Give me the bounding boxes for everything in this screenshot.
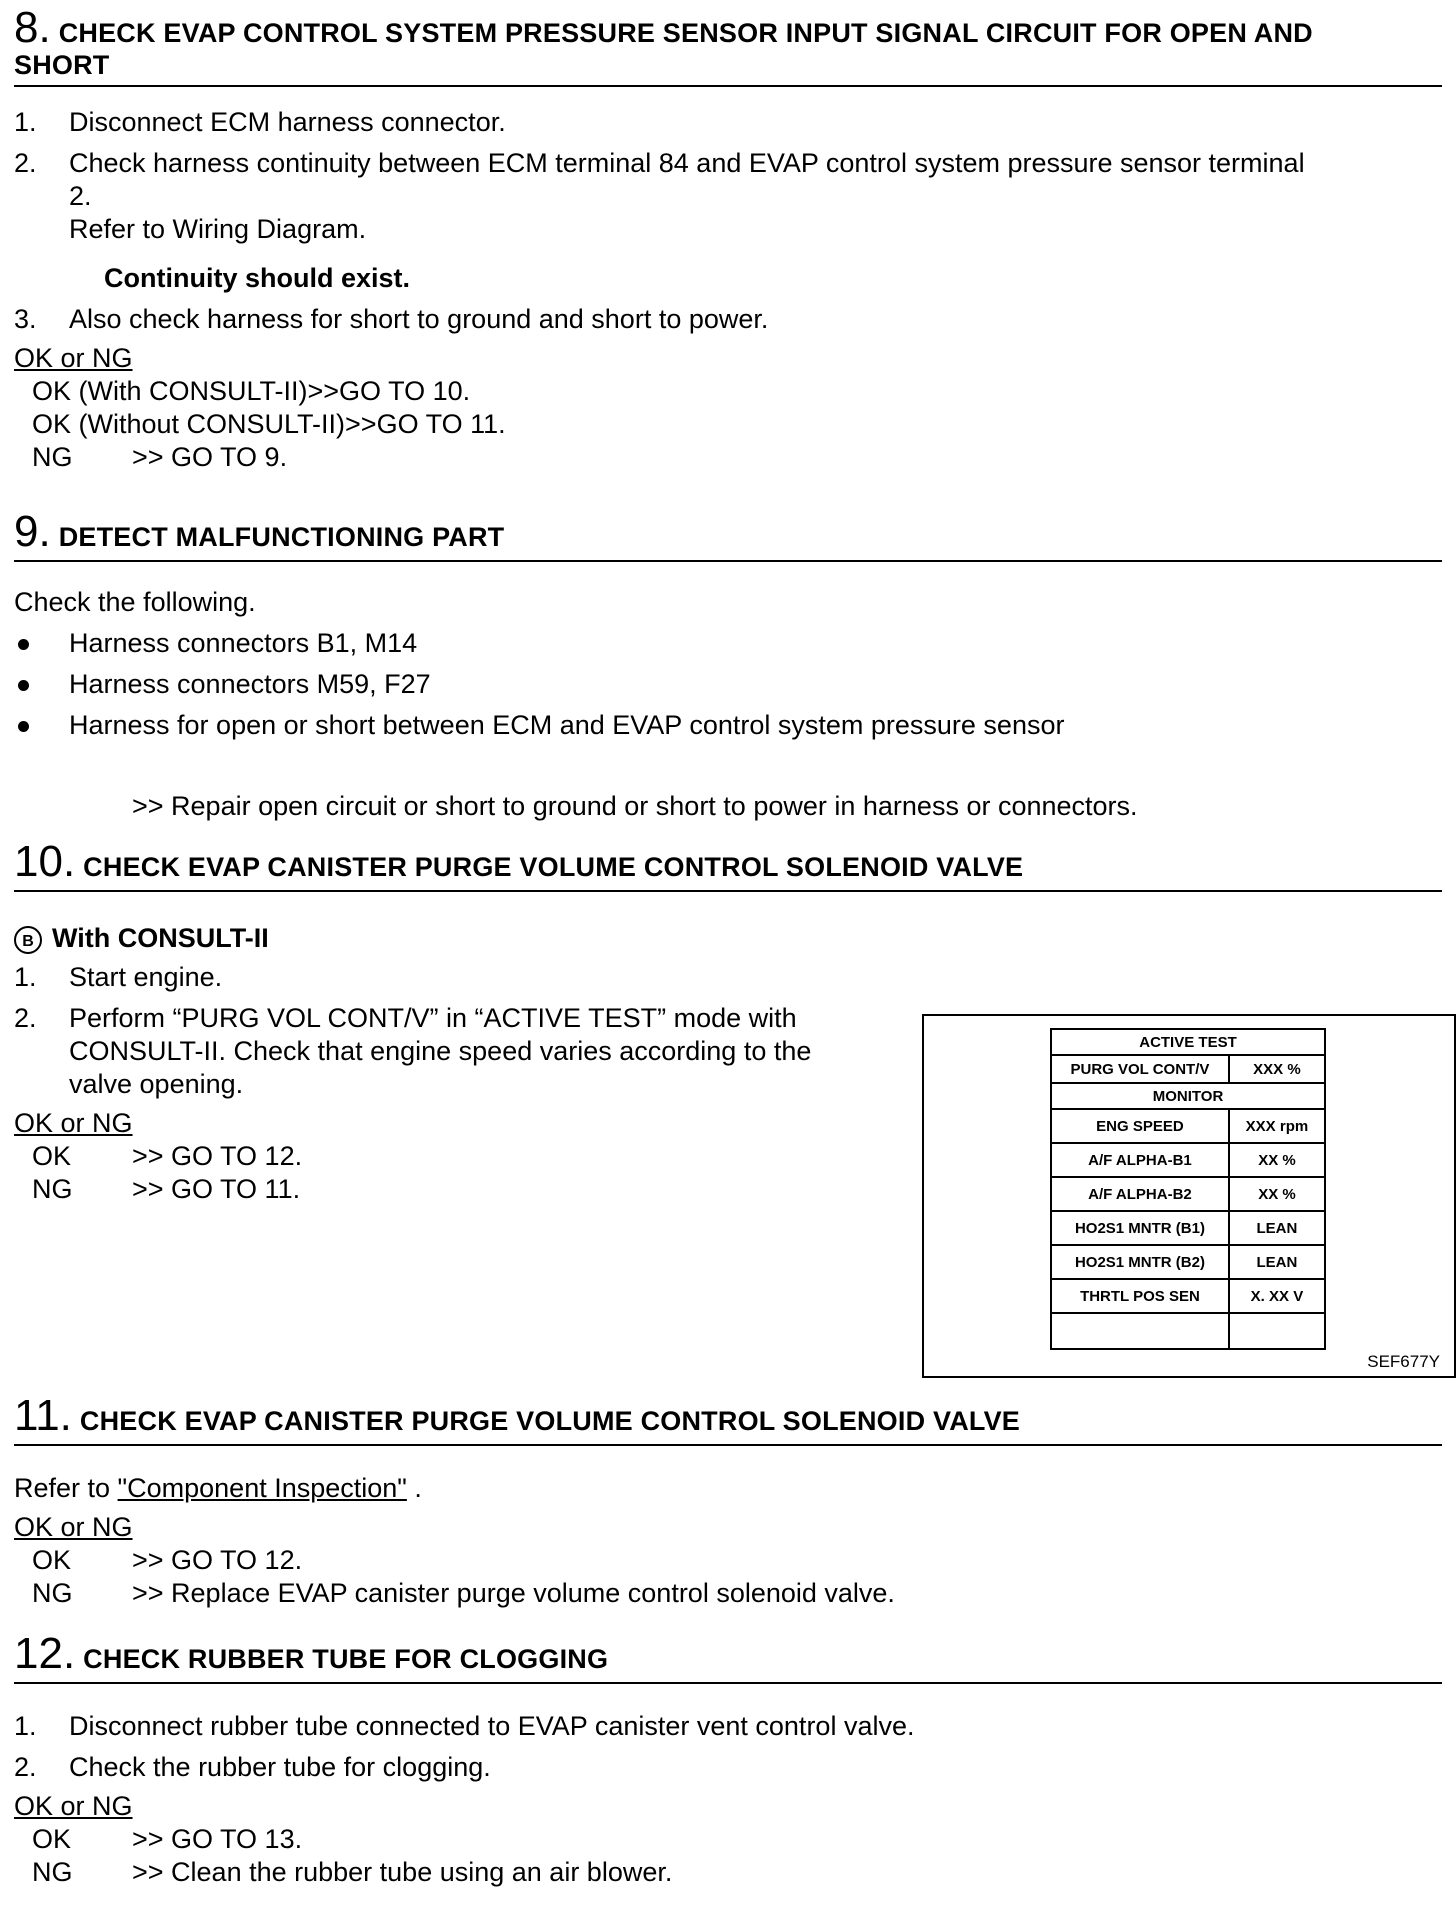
- ok-ng-label: OK or NG: [14, 1108, 133, 1138]
- step-title: CHECK EVAP CANISTER PURGE VOLUME CONTROL SOLENOID VALVE: [83, 852, 1024, 882]
- component-inspection-link[interactable]: "Component Inspection": [117, 1473, 407, 1503]
- step-number: 9.: [14, 507, 51, 556]
- active-test-table: [1050, 1028, 1326, 1350]
- monitor-value: LEAN: [1229, 1245, 1325, 1279]
- monitor-item: A/F ALPHA-B1: [1051, 1143, 1229, 1177]
- list-item: 2. Check harness continuity between ECM terminal 84 and EVAP control system pressure sensor terminal: [14, 148, 1305, 178]
- answer-ok-consult: OK (With CONSULT-II)>>GO TO 10.: [32, 376, 471, 406]
- answer-ng: NG >> Clean the rubber tube using an air blower.: [32, 1857, 673, 1887]
- answer-ok: OK >> GO TO 13.: [32, 1824, 303, 1854]
- monitor-value: LEAN: [1229, 1211, 1325, 1245]
- list-item: 1. Start engine.: [14, 962, 223, 992]
- monitor-item: THRTL POS SEN: [1051, 1279, 1229, 1313]
- monitor-item: ENG SPEED: [1051, 1109, 1229, 1143]
- list-item: 1. Disconnect ECM harness connector.: [14, 107, 506, 137]
- list-item: 1. Disconnect rubber tube connected to EVAP canister vent control valve.: [14, 1711, 915, 1741]
- active-test-header: ACTIVE TEST: [1051, 1029, 1325, 1055]
- list-item: 2. Check the rubber tube for clogging.: [14, 1752, 491, 1782]
- list-item: Harness connectors B1, M14: [14, 627, 1442, 660]
- wiring-ref: Refer to Wiring Diagram.: [69, 214, 367, 244]
- answer-ng: NG >> GO TO 9.: [32, 442, 288, 472]
- step-10: [14, 837, 1442, 892]
- answer-ng: NG >> Replace EVAP canister purge volume control solenoid valve.: [32, 1578, 895, 1608]
- step-title: CHECK EVAP CONTROL SYSTEM PRESSURE SENSOR INPUT SIGNAL CIRCUIT FOR OPEN AND: [58, 18, 1313, 48]
- list-item: Harness for open or short between ECM and EVAP control system pressure sensor: [14, 709, 1442, 742]
- step-title: DETECT MALFUNCTIONING PART: [58, 522, 505, 552]
- ok-ng-label: OK or NG: [14, 1512, 133, 1542]
- action-text: >> Repair open circuit or short to ground or short to power in harness or connectors.: [132, 791, 1138, 821]
- step-number: 10.: [14, 837, 76, 886]
- list-item: 2. Perform “PURG VOL CONT/V” in “ACTIVE TEST” mode with: [14, 1003, 797, 1033]
- step-8: [14, 3, 1442, 87]
- answer-ok: OK >> GO TO 12.: [32, 1545, 303, 1575]
- consult-screen-figure: [922, 1014, 1456, 1378]
- consult-line: B With CONSULT-II: [14, 922, 914, 955]
- spec-text: Continuity should exist.: [104, 263, 411, 293]
- monitor-value: XX %: [1229, 1143, 1325, 1177]
- step-9: [14, 507, 1442, 562]
- step-number: 11.: [14, 1391, 72, 1440]
- monitor-item: HO2S1 MNTR (B2): [1051, 1245, 1229, 1279]
- answer-ok: OK >> GO TO 12.: [32, 1141, 303, 1171]
- purg-label: PURG VOL CONT/V: [1051, 1055, 1229, 1083]
- step-title-cont: SHORT: [14, 50, 110, 80]
- consult-icon: B: [14, 926, 42, 954]
- list-item-cont: CONSULT-II. Check that engine speed varies according to the: [69, 1036, 812, 1066]
- monitor-value: X. XX V: [1229, 1279, 1325, 1313]
- list-item-cont: 2.: [69, 181, 92, 211]
- answer-ng: NG >> GO TO 11.: [32, 1174, 301, 1204]
- intro-text: Check the following.: [14, 587, 256, 617]
- figure-caption: SEF677Y: [1367, 1352, 1440, 1371]
- purg-value: XXX %: [1229, 1055, 1325, 1083]
- step-number: 12.: [14, 1629, 76, 1678]
- step-12: [14, 1629, 1442, 1684]
- step-title: CHECK RUBBER TUBE FOR CLOGGING: [83, 1644, 609, 1674]
- list-item: 3. Also check harness for short to ground and short to power.: [14, 304, 769, 334]
- empty-cell: [1229, 1313, 1325, 1349]
- list-item: Harness connectors M59, F27: [14, 668, 1442, 701]
- monitor-item: HO2S1 MNTR (B1): [1051, 1211, 1229, 1245]
- step-number: 8.: [14, 3, 51, 52]
- monitor-header: MONITOR: [1051, 1083, 1325, 1109]
- step-11: [14, 1391, 1442, 1446]
- monitor-value: XX %: [1229, 1177, 1325, 1211]
- monitor-item: A/F ALPHA-B2: [1051, 1177, 1229, 1211]
- ok-ng-label: OK or NG: [14, 1791, 133, 1821]
- monitor-value: XXX rpm: [1229, 1109, 1325, 1143]
- answer-ok-no-consult: OK (Without CONSULT-II)>>GO TO 11.: [32, 409, 506, 439]
- list-item-cont: valve opening.: [69, 1069, 244, 1099]
- step-title: CHECK EVAP CANISTER PURGE VOLUME CONTROL SOLENOID VALVE: [79, 1406, 1020, 1436]
- ok-ng-label: OK or NG: [14, 343, 133, 373]
- refer-line: Refer to "Component Inspection" .: [14, 1473, 422, 1503]
- empty-cell: [1051, 1313, 1229, 1349]
